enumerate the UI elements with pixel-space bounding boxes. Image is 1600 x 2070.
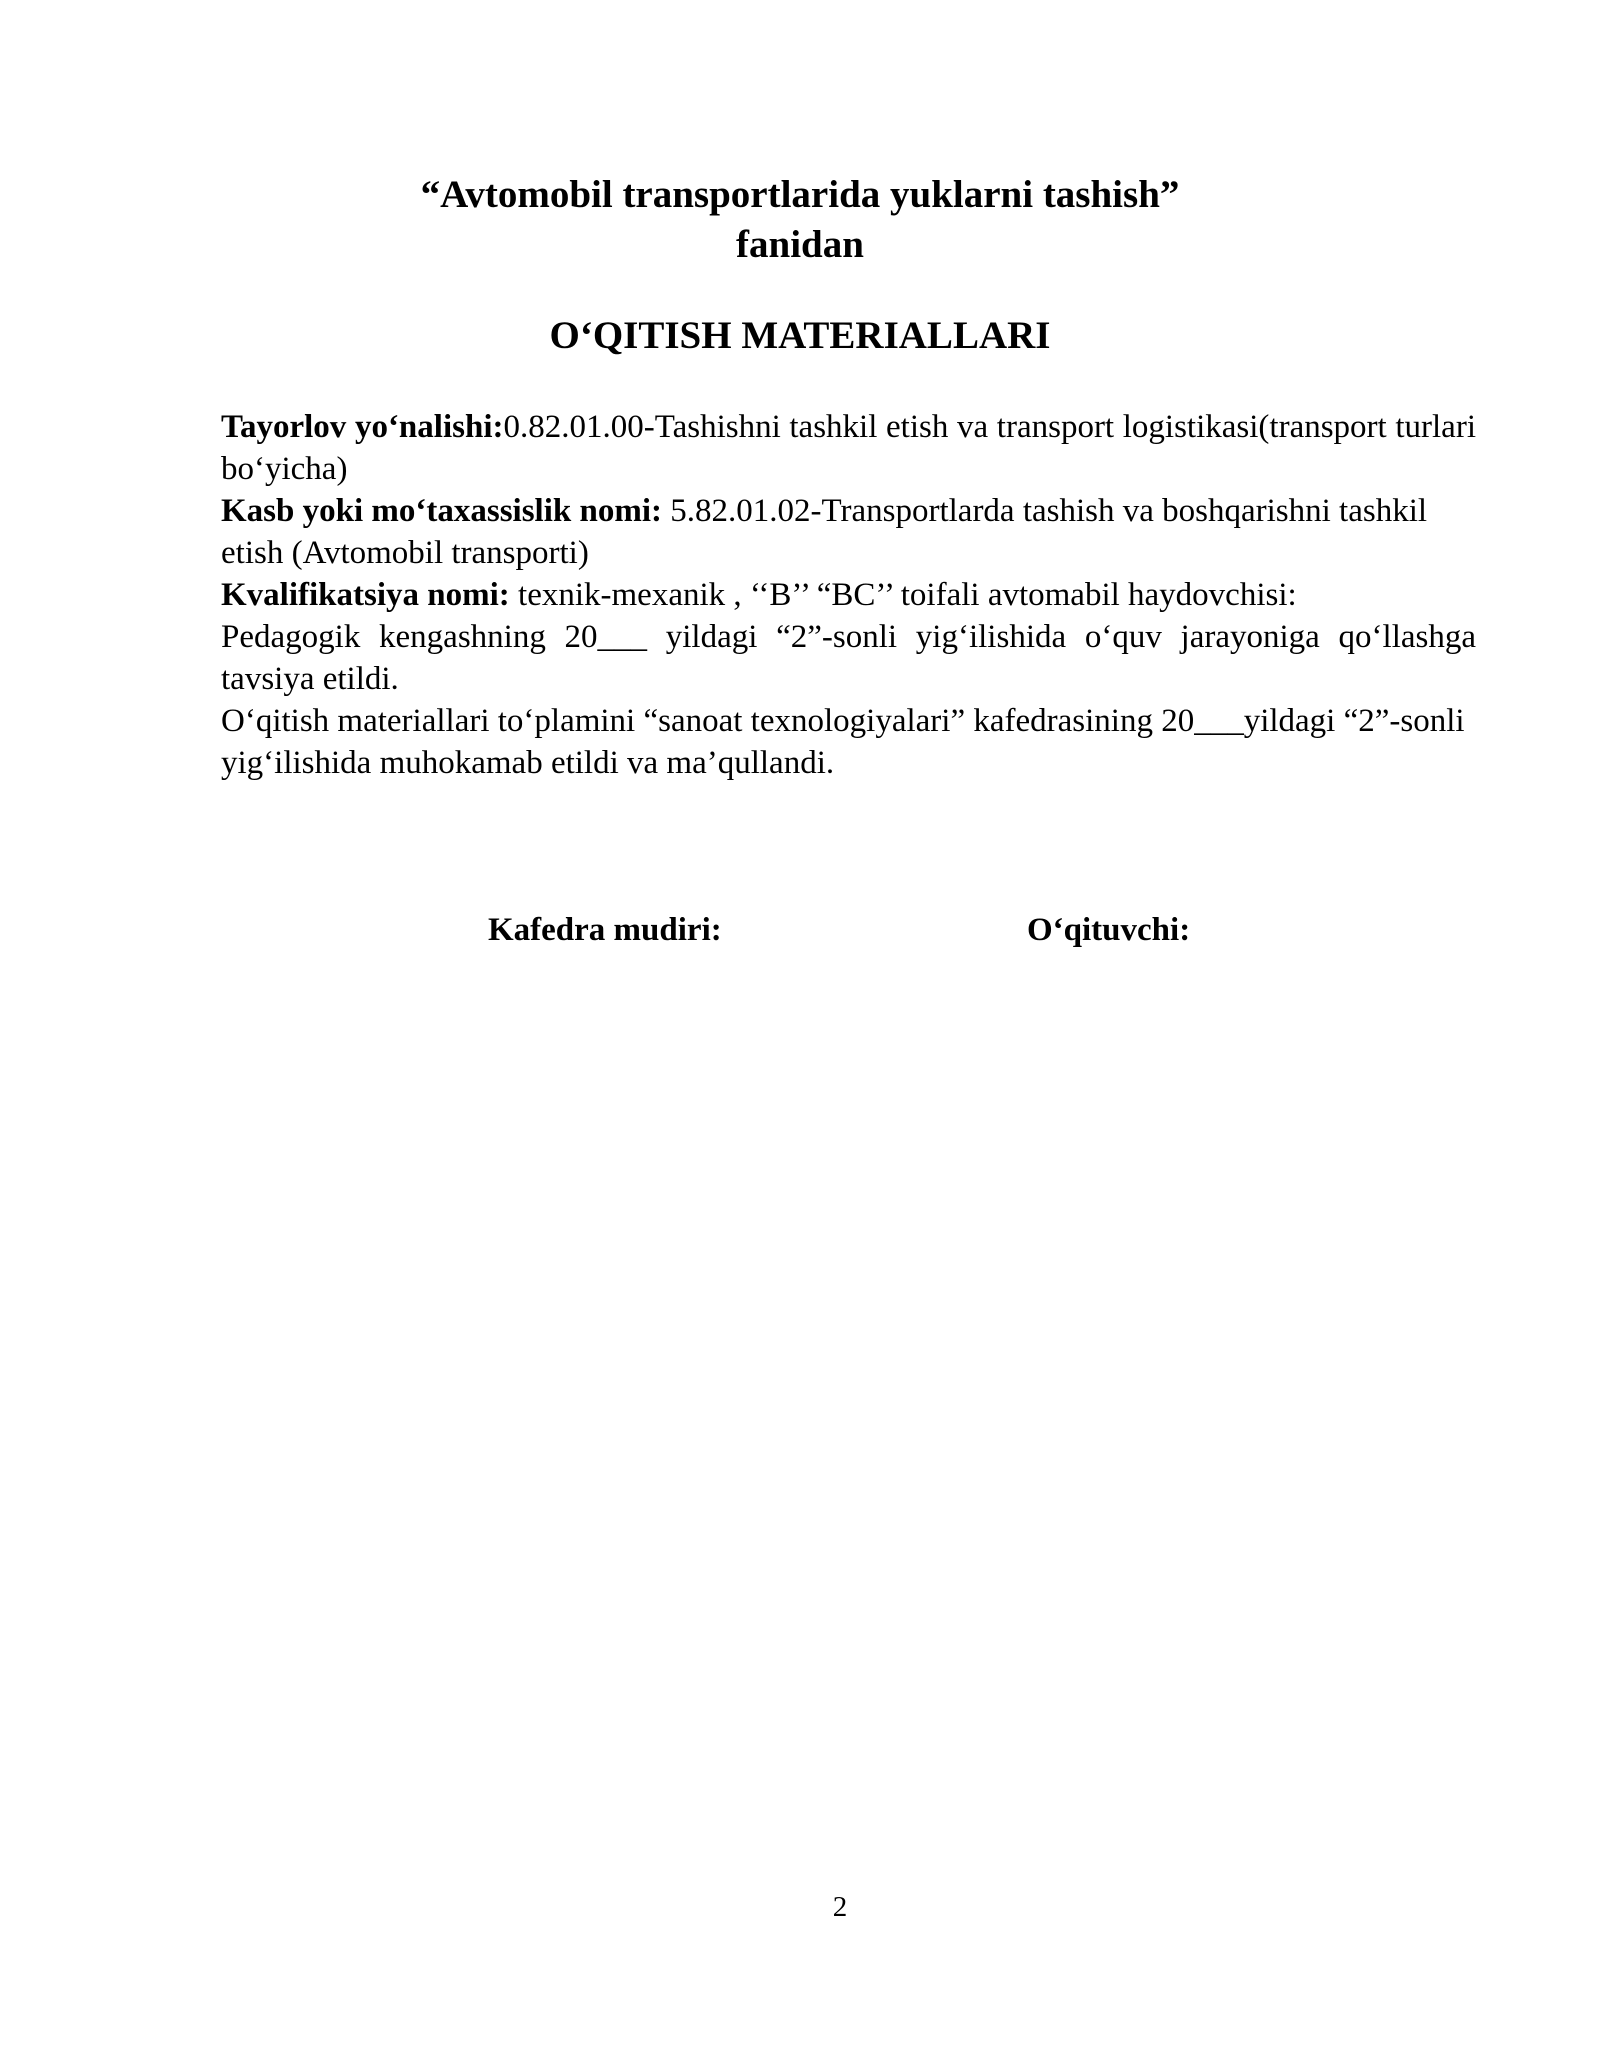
paragraph-kafedra: O‘qitish materiallari to‘plamini “sanoat texnologiyalari” kafedrasining 20___yildagi “2”-sonli yig‘ilishida muhokamab etildi va ma’qullandi.: [221, 703, 1465, 781]
field-label: Tayorlov yo‘nalishi:: [221, 409, 504, 445]
field-value: texnik-mexanik , ‘‘B’’ “BC’’ toifali avtomabil haydovchisi:: [509, 577, 1297, 613]
field-kvalifikatsiya: [221, 574, 1476, 616]
document-title-line2: fanidan: [736, 223, 864, 266]
signature-kafedra-mudiri: Kafedra mudiri:: [488, 912, 722, 948]
field-tayorlov: [221, 406, 1476, 490]
page-number: 2: [832, 1891, 848, 1923]
signature-oqituvchi: O‘qituvchi:: [1027, 912, 1191, 948]
field-value: 0.82.01.00-Tashishni tashkil etish va transport logistikasi(transport turlari bo‘yicha): [221, 409, 1476, 487]
field-kasb: [221, 490, 1476, 574]
document-body: [221, 406, 1476, 784]
paragraph-pedagogik: Pedagogik kengashning 20___ yildagi “2”-sonli yig‘ilishida o‘quv jarayoniga qo‘llashga tavsiya etildi.: [221, 619, 1476, 697]
document-heading: O‘QITISH MATERIALLARI: [549, 314, 1051, 357]
field-label: Kvalifikatsiya nomi:: [221, 577, 510, 613]
field-label: Kasb yoki mo‘taxassislik nomi:: [221, 493, 662, 529]
field-value: 5.82.01.02-Transportlarda tashish va boshqarishni tashkil etish (Avtomobil transporti): [221, 493, 1428, 571]
document-title-line1: “Avtomobil transportlarida yuklarni tashish”: [420, 173, 1180, 216]
